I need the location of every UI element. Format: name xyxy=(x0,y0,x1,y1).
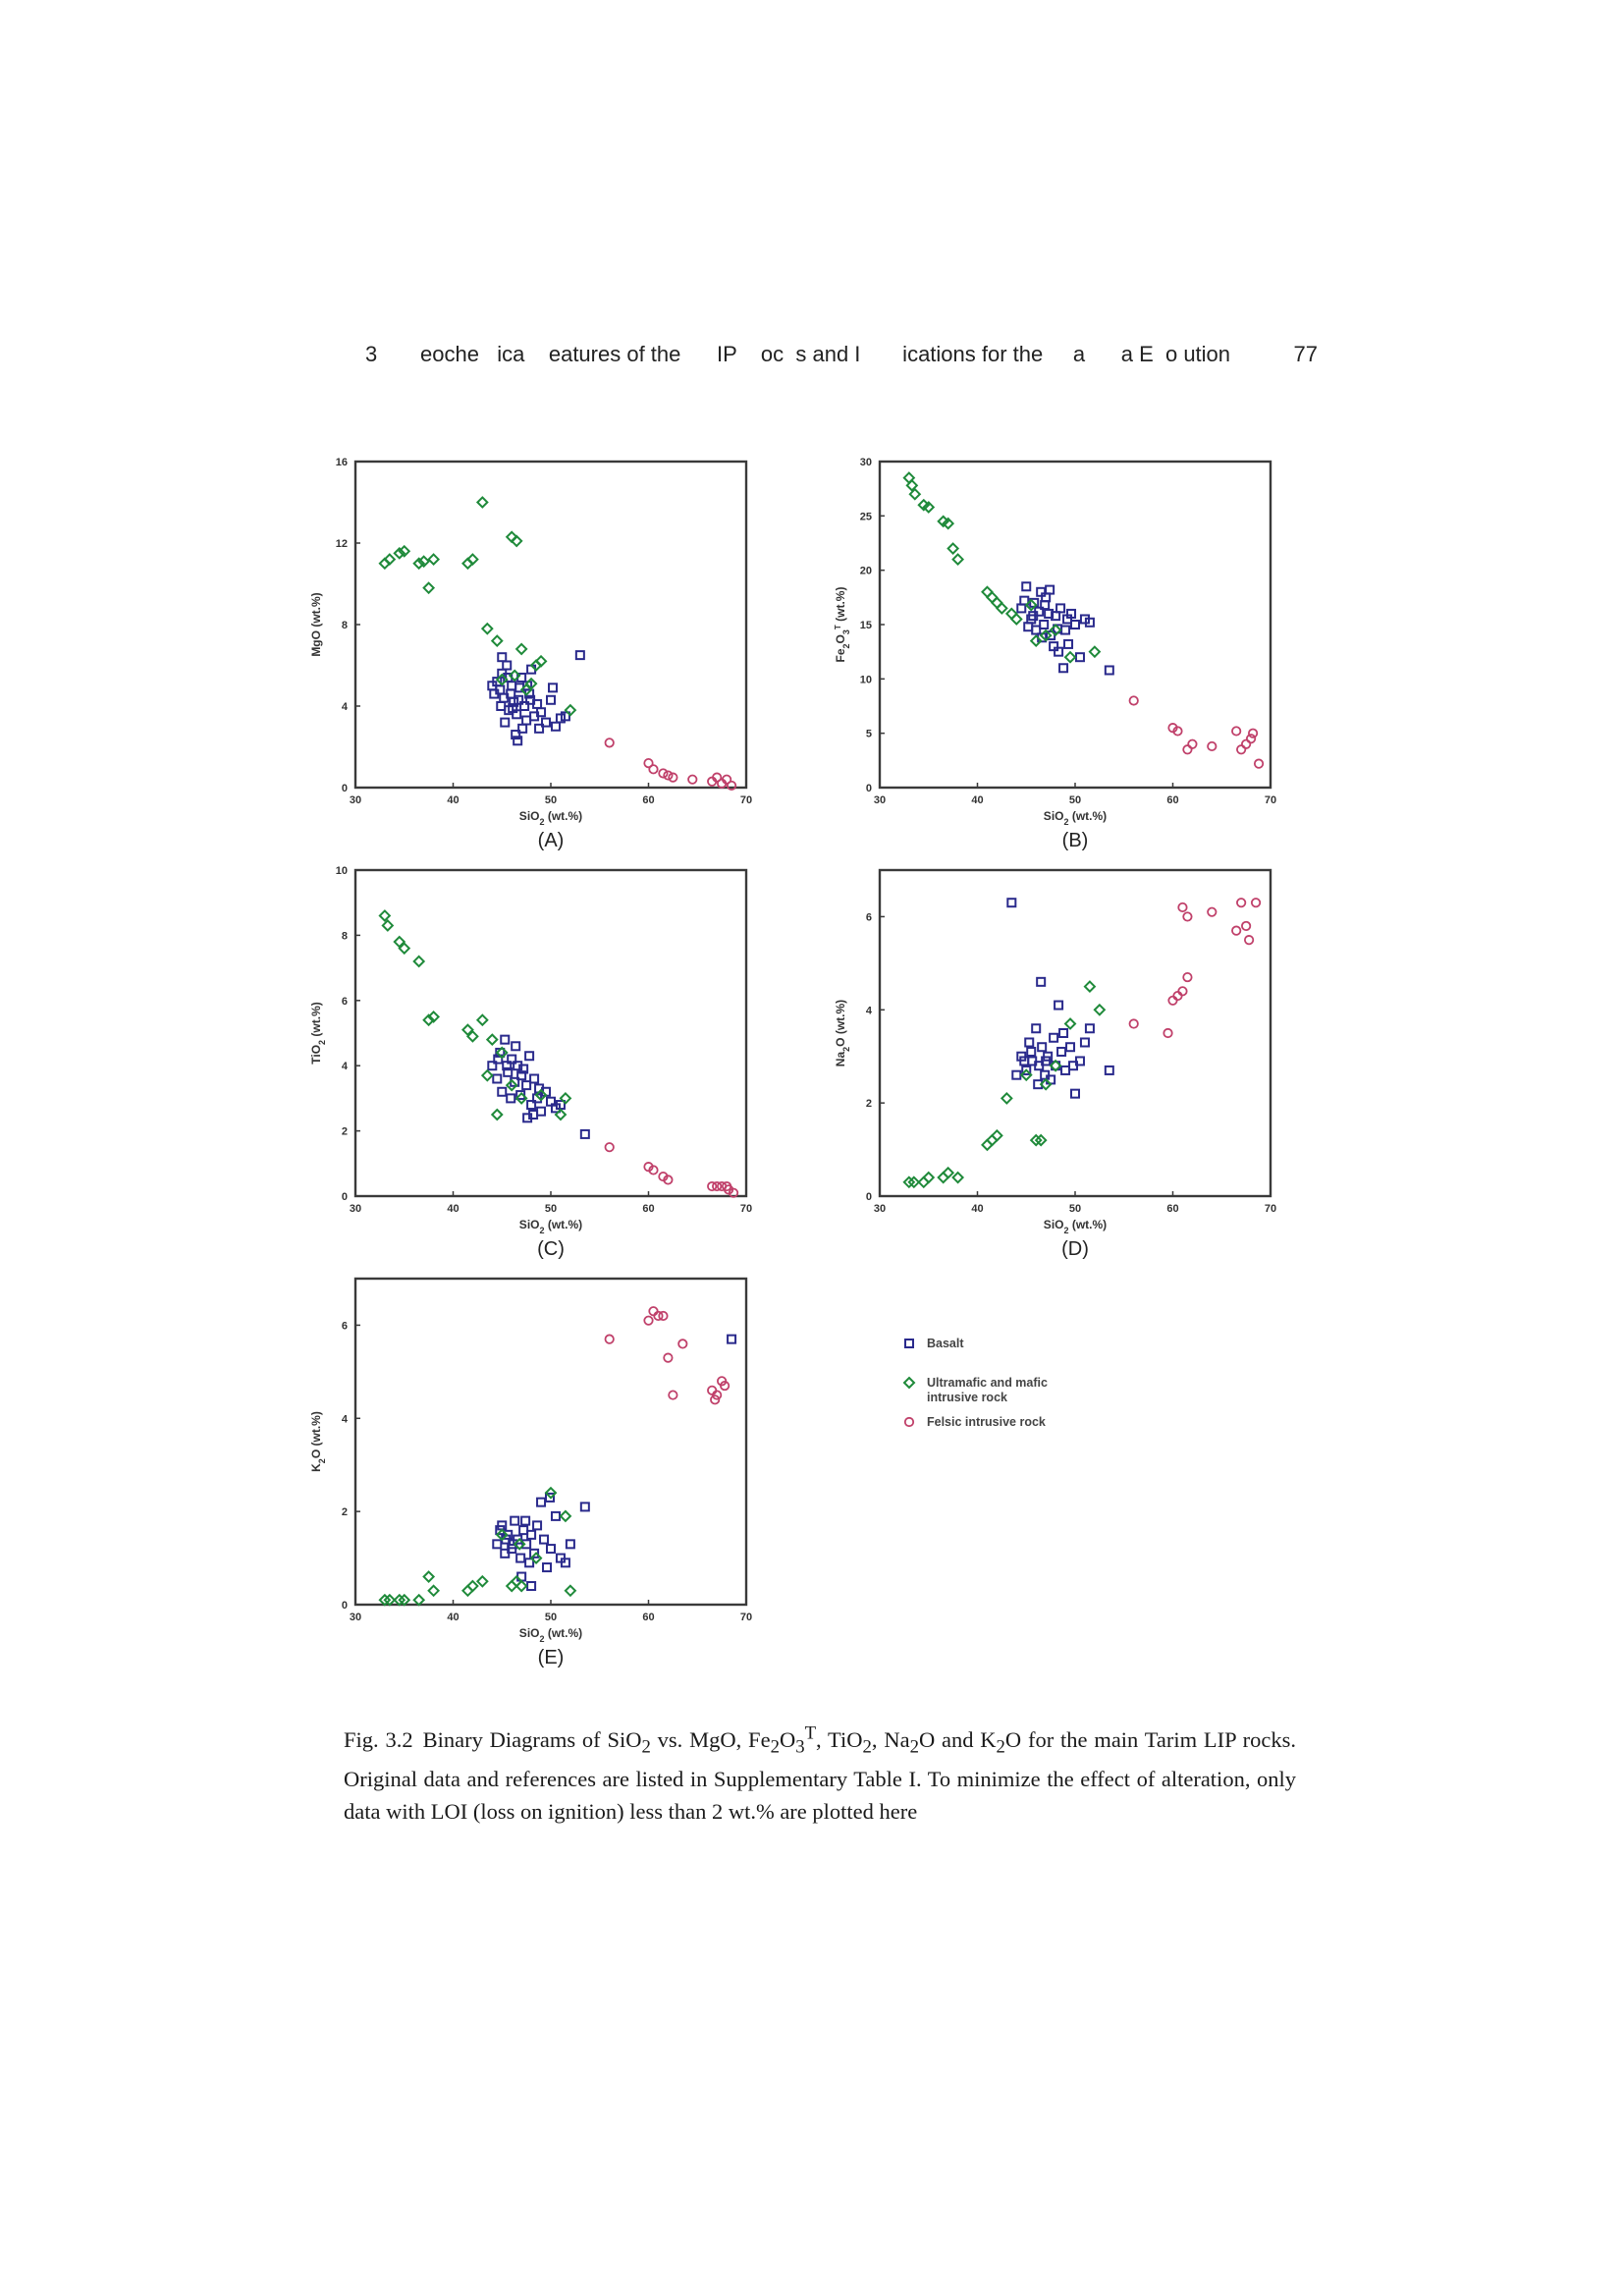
y-tick-label: 16 xyxy=(335,457,348,468)
x-tick-label: 30 xyxy=(873,1203,887,1215)
legend-marker xyxy=(905,1339,913,1347)
y-tick-label: 2 xyxy=(341,1506,348,1519)
legend-label-line2: intrusive rock xyxy=(927,1391,1007,1404)
panel-3 xyxy=(834,870,1276,1260)
y-tick-label: 4 xyxy=(865,1005,872,1017)
y-axis-label: MgO (wt.%) xyxy=(309,592,323,657)
y-axis-label: TiO$_2$ (wt.%) xyxy=(309,1002,327,1065)
panel-1 xyxy=(834,457,1277,851)
y-tick-label: 8 xyxy=(341,930,348,943)
plot-frame xyxy=(880,870,1271,1196)
x-tick-label: 40 xyxy=(447,794,460,806)
y-tick-label: 2 xyxy=(865,1098,872,1111)
y-axis-label: $Na_2O$ (wt.%) xyxy=(834,999,851,1067)
y-tick-label: 2 xyxy=(341,1125,348,1138)
y-tick-label: 6 xyxy=(341,995,348,1008)
legend-marker xyxy=(904,1378,914,1388)
running-head-title: eoche ica eatures of the IP oc s and I ications for the a a E o ution xyxy=(420,342,1231,366)
panel-label: (C) xyxy=(537,1238,565,1260)
plot-frame xyxy=(355,1279,746,1605)
x-tick-label: 30 xyxy=(349,1612,362,1623)
figure-label: Fig. 3.2 xyxy=(344,1726,413,1752)
legend-label: Felsic intrusive rock xyxy=(927,1415,1046,1429)
legend-item xyxy=(905,1337,964,1350)
y-tick-label: 12 xyxy=(335,538,348,550)
x-tick-label: 50 xyxy=(1068,1203,1082,1215)
y-tick-label: 5 xyxy=(865,728,872,740)
x-tick-label: 70 xyxy=(1264,1203,1277,1215)
x-tick-label: 60 xyxy=(642,1612,655,1623)
legend-label: Ultramafic and mafic xyxy=(927,1376,1048,1390)
panel-4 xyxy=(309,1279,752,1668)
y-axis-label: $Fe_2O_3^T$ (wt.%) xyxy=(833,586,851,663)
y-tick-label: 0 xyxy=(341,783,348,794)
x-axis-label: SiO$_2$ (wt.%) xyxy=(518,1218,583,1235)
figure-caption xyxy=(344,1717,1296,1828)
legend-item xyxy=(905,1415,1046,1429)
y-tick-label: 4 xyxy=(341,701,348,713)
plot-frame xyxy=(355,462,746,788)
x-tick-label: 40 xyxy=(447,1203,460,1215)
y-tick-label: 30 xyxy=(859,457,872,468)
y-axis-label: $K_2O$ (wt.%) xyxy=(309,1411,327,1472)
legend xyxy=(904,1337,1048,1429)
y-tick-label: 10 xyxy=(859,674,872,686)
y-tick-label: 6 xyxy=(865,911,872,924)
figure-svg xyxy=(295,442,1335,1679)
y-tick-label: 6 xyxy=(341,1320,348,1333)
y-tick-label: 0 xyxy=(341,1600,348,1612)
legend-label: Basalt xyxy=(927,1337,964,1350)
x-tick-label: 40 xyxy=(971,1203,984,1215)
x-axis-label: SiO$_2$ (wt.%) xyxy=(518,1626,583,1644)
page-number: 77 xyxy=(1293,342,1318,366)
x-tick-label: 60 xyxy=(642,794,655,806)
y-tick-label: 15 xyxy=(859,620,872,631)
y-tick-label: 25 xyxy=(859,511,872,523)
y-tick-label: 8 xyxy=(341,620,348,631)
x-axis-label: SiO$_2$ (wt.%) xyxy=(518,809,583,827)
y-tick-label: 0 xyxy=(865,783,872,794)
x-tick-label: 60 xyxy=(642,1203,655,1215)
panel-label: (B) xyxy=(1061,830,1089,851)
y-tick-label: 20 xyxy=(859,565,872,577)
x-tick-label: 50 xyxy=(544,794,558,806)
x-tick-label: 30 xyxy=(349,1203,362,1215)
y-tick-label: 0 xyxy=(341,1191,348,1203)
panel-2 xyxy=(309,865,752,1260)
x-tick-label: 30 xyxy=(873,794,887,806)
x-tick-label: 70 xyxy=(1264,794,1277,806)
caption-text: Binary Diagrams of SiO$_2$ vs. MgO, $Fe_2O_3^T$, TiO$_2$, $Na_2O$ and $K_2O$ for the main Tarim LIP rocks. Original data and references are listed in Supplementary Table I. To minimize the effect of alteration, only data with LOI (loss on ignition) less than 2 wt.% are plotted here xyxy=(344,1722,1297,1824)
x-tick-label: 60 xyxy=(1166,1203,1179,1215)
running-head xyxy=(365,342,1318,371)
x-tick-label: 50 xyxy=(544,1612,558,1623)
panel-label: (E) xyxy=(537,1647,565,1668)
y-tick-label: 4 xyxy=(341,1413,348,1426)
x-tick-label: 70 xyxy=(739,1203,753,1215)
plot-frame xyxy=(355,870,746,1196)
panel-label: (D) xyxy=(1061,1238,1089,1260)
x-tick-label: 40 xyxy=(447,1612,460,1623)
chapter-number: 3 xyxy=(365,342,378,366)
panel-label: (A) xyxy=(537,830,565,851)
x-tick-label: 30 xyxy=(349,794,362,806)
x-tick-label: 70 xyxy=(739,1612,753,1623)
y-tick-label: 4 xyxy=(341,1061,348,1073)
x-axis-label: SiO$_2$ (wt.%) xyxy=(1043,1218,1108,1235)
legend-item xyxy=(904,1376,1048,1404)
x-axis-label: SiO$_2$ (wt.%) xyxy=(1043,809,1108,827)
panel-0 xyxy=(309,457,752,851)
x-tick-label: 40 xyxy=(971,794,984,806)
x-tick-label: 60 xyxy=(1166,794,1179,806)
x-tick-label: 70 xyxy=(739,794,753,806)
y-tick-label: 10 xyxy=(335,865,348,877)
plot-frame xyxy=(880,462,1271,788)
x-tick-label: 50 xyxy=(544,1203,558,1215)
figure xyxy=(295,442,1335,1679)
legend-marker xyxy=(905,1418,913,1426)
x-tick-label: 50 xyxy=(1068,794,1082,806)
y-tick-label: 0 xyxy=(865,1191,872,1203)
